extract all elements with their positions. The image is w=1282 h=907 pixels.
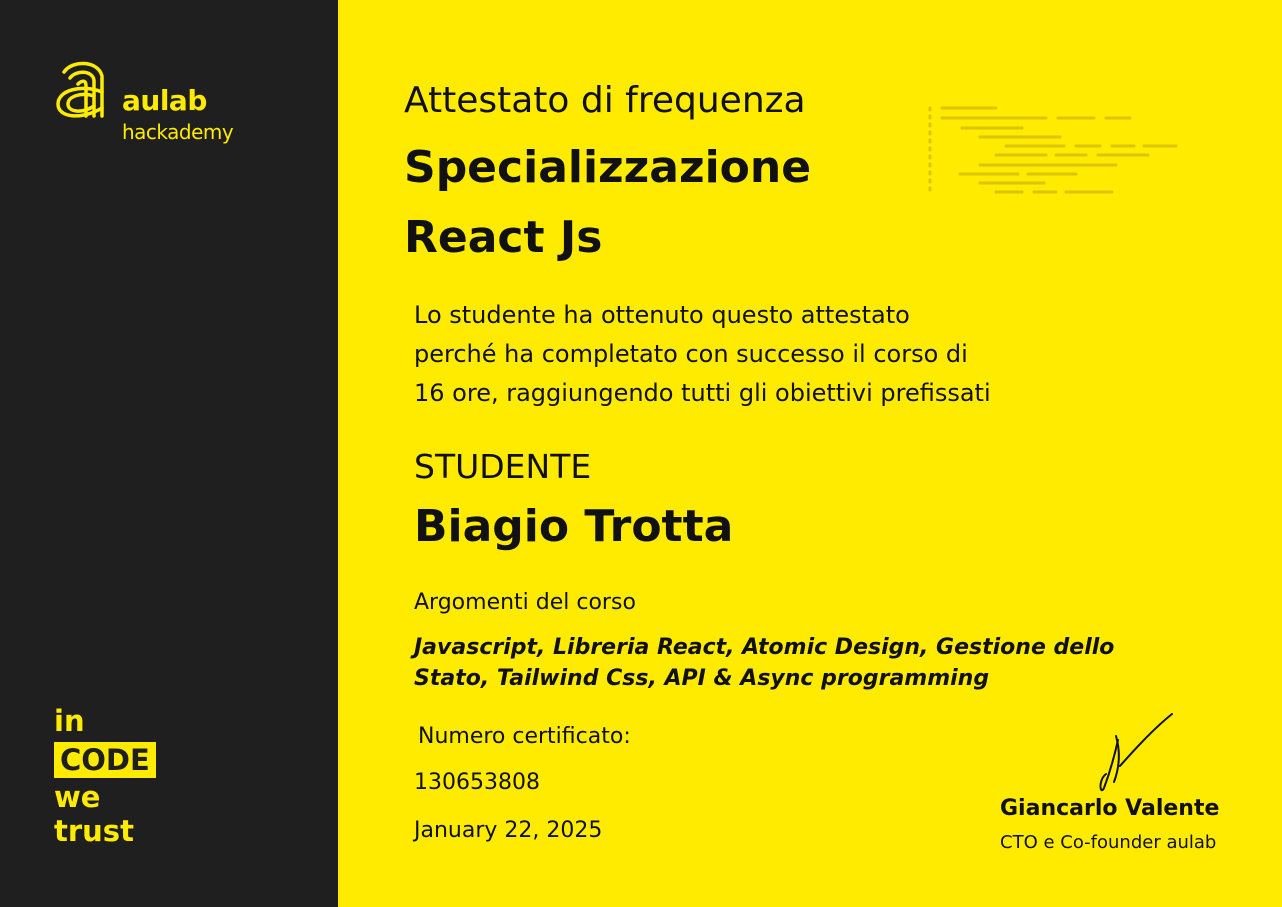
sidebar-panel [0,0,338,907]
motto-line-2-highlight: CODE [54,742,156,778]
student-name: Biagio Trotta [414,501,734,552]
topics-list [414,632,1234,694]
signature-icon [1090,710,1180,798]
logo-subtitle: hackademy [122,120,234,144]
student-label: STUDENTE [414,447,592,486]
motto [54,704,156,848]
course-title-line-1: Specializzazione [404,142,812,193]
motto-line-3: we [54,780,101,814]
motto-line-1: in [54,704,85,738]
motto-line-4: trust [54,814,134,848]
logo-wordmark: aulab [122,84,207,117]
description-line-2: perché ha completato con successo il corso di [414,340,968,368]
topics-line-1: Javascript, Libreria React, Atomic Design, Gestione dello [414,635,1115,660]
description-line-3: 16 ore, raggiungendo tutti gli obiettivi prefissati [414,379,991,407]
certificate-number-label: Numero certificato: [418,724,631,749]
course-title [404,133,924,273]
aulab-a-logo-icon [52,58,120,124]
certificate-date: January 22, 2025 [414,818,603,843]
aulab-logo [52,58,262,158]
signatory-name: Giancarlo Valente [1000,796,1220,821]
signatory-role: CTO e Co-founder aulab [1000,832,1217,853]
certificate-description [414,296,1114,413]
course-title-line-2: React Js [404,212,603,263]
certificate-number: 130653808 [414,770,540,795]
code-lines-decoration-icon [926,100,1186,200]
certificate-heading: Attestato di frequenza [404,80,806,121]
topics-line-2: Stato, Tailwind Css, API & Async programming [414,666,990,691]
description-line-1: Lo studente ha ottenuto questo attestato [414,301,910,329]
topics-label: Argomenti del corso [414,590,636,615]
